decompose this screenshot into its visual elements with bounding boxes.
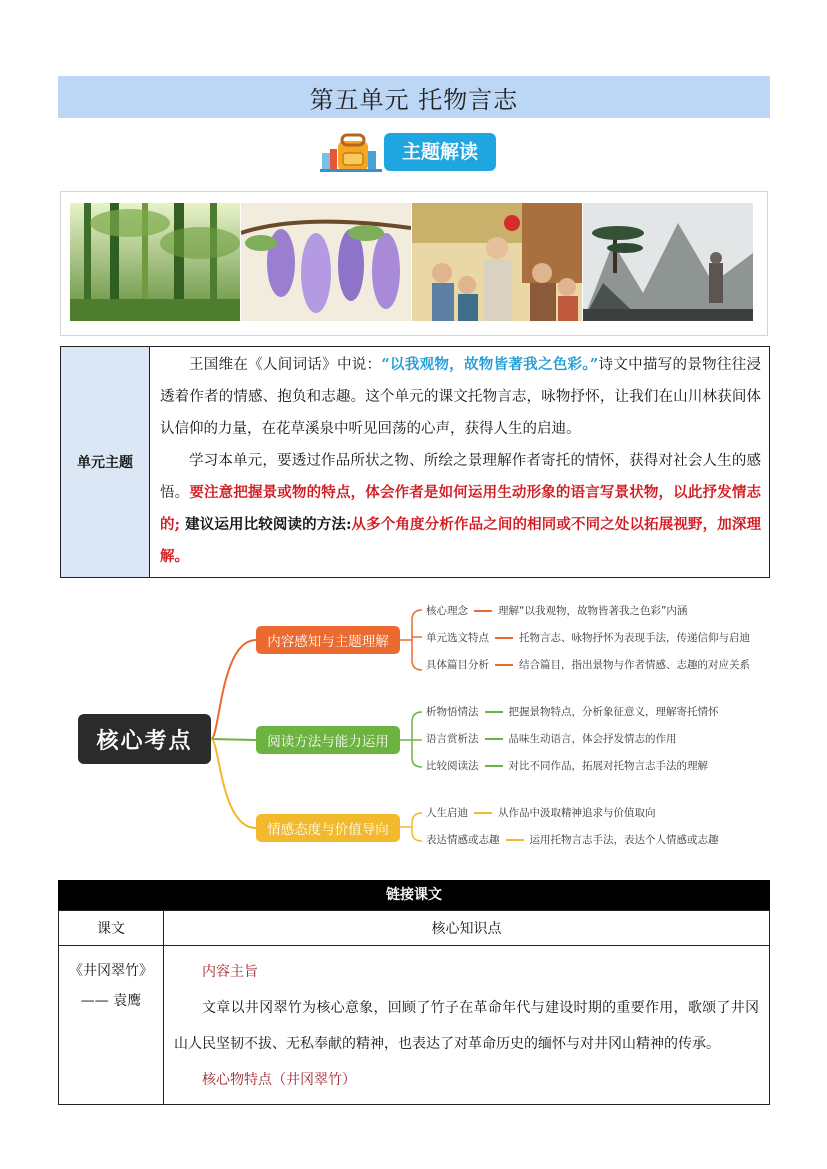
leaf-express-emotion [426,832,719,847]
mountain-pine-image [583,203,753,321]
leaf-key: 人生启迪 [426,807,468,819]
subheading-features: 核心物特点（井冈翠竹） [202,1072,356,1088]
study-intro: 学习本单元，要透过作品所状之物、所绘之景理解作者寄托的情怀，获得对社会人生的感悟。 [160,453,761,501]
theme-body: 文章以井冈翠竹为核心意象，回顾了竹子在革命年代与建设时期的重要作用，歌颂了井冈山人民坚韧不拔、无私奉献的精神，也表达了对革命历史的缅怀与对井冈山精神的传承。 [174,1000,759,1052]
leaf-key: 具体篇目分析 [426,659,489,671]
work-title: 《井冈翠竹》 [69,963,153,979]
linked-texts-table [58,910,770,1105]
leaf-key: 表达情感或志趣 [426,834,500,846]
branch-content-perception: 内容感知与主题理解 [256,626,400,654]
illustration-strip [60,191,768,336]
subheading-theme: 内容主旨 [202,964,258,980]
bamboo-forest-image [70,203,240,321]
leaf-value: 理解“以我观物，故物皆著我之色彩”内涵 [498,605,688,617]
unit-theme-content [150,347,770,578]
col-header-points: 核心知识点 [164,911,770,946]
leaf-key: 核心理念 [426,605,468,617]
page-title: 第五单元 托物言志 [58,76,770,118]
branch-values: 情感态度与价值导向 [256,814,400,842]
leaf-value: 把握景物特点，分析象征意义，理解寄托情怀 [508,706,719,718]
leaf-value: 从作品中汲取精神追求与价值取向 [498,807,656,819]
leaf-text-analysis [426,657,750,672]
leaf-object-emotion [426,704,719,719]
leaf-value: 品味生动语言，体会抒发情志的作用 [508,733,677,745]
wisteria-image [241,203,411,321]
leaf-key: 比较阅读法 [426,760,479,772]
col-header-text: 课文 [59,911,164,946]
unit-theme-paragraph-1 [160,349,761,445]
unit-theme-label: 单元主题 [61,347,150,578]
school-bag-icon [320,131,382,173]
points-cell [164,946,770,1105]
core-points-mindmap [70,590,770,860]
table-row [59,946,770,1105]
theme-badge-label: 主题解读 [384,133,496,171]
leaf-value: 运用托物言志手法，表达个人情感或志趣 [529,834,719,846]
leaf-key: 语言赏析法 [426,733,479,745]
leaf-unit-features [426,630,750,645]
leaf-key: 单元选文特点 [426,632,489,644]
leaf-value: 结合篇目，指出景物与作者情感、志趣的对应关系 [519,659,750,671]
linked-texts-heading: 链接课文 [58,880,770,910]
unit-theme-paragraph-2 [160,445,761,573]
quote-text: “以我观物，故物皆著我之色彩。” [381,356,599,373]
core-points-node: 核心考点 [78,714,211,764]
leaf-core-idea [426,603,687,618]
village-scene-image [412,203,582,321]
theme-badge [320,131,496,173]
leaf-language [426,731,677,746]
text-cell [59,946,164,1105]
intro-text: 王国维在《人间词话》中说： [189,357,382,373]
leaf-comparative [426,758,708,773]
key-point-red: 要注意把握景或物的特点，体会作者是如何运用生动形象的语言写景状物，以此抒发情志的; [160,484,761,533]
branch-reading-methods: 阅读方法与能力运用 [256,726,400,754]
leaf-life-inspiration [426,805,656,820]
leaf-value: 托物言志、咏物抒怀为表现手法，传递信仰与启迪 [519,632,750,644]
work-author: —— 袁鹰 [80,993,142,1009]
intro-continuation: 诗文中描写的景物往往浸透着作者的情感、抱负和志趣。这个单元的课文托物言志，咏物抒怀，让我们在山川林获间体认信仰的力量，在花草溪泉中听见回荡的心声，获得人生的启迪。 [160,357,762,437]
method-red: 从多个角度分析作品之间的相同或不同之处以拓展视野，加深理解。 [160,516,761,565]
unit-theme-table [60,346,770,578]
method-hint: 建议运用比较阅读的方法: [179,516,352,533]
leaf-value: 对比不同作品，拓展对托物言志手法的理解 [508,760,708,772]
leaf-key: 析物悟情法 [426,706,479,718]
